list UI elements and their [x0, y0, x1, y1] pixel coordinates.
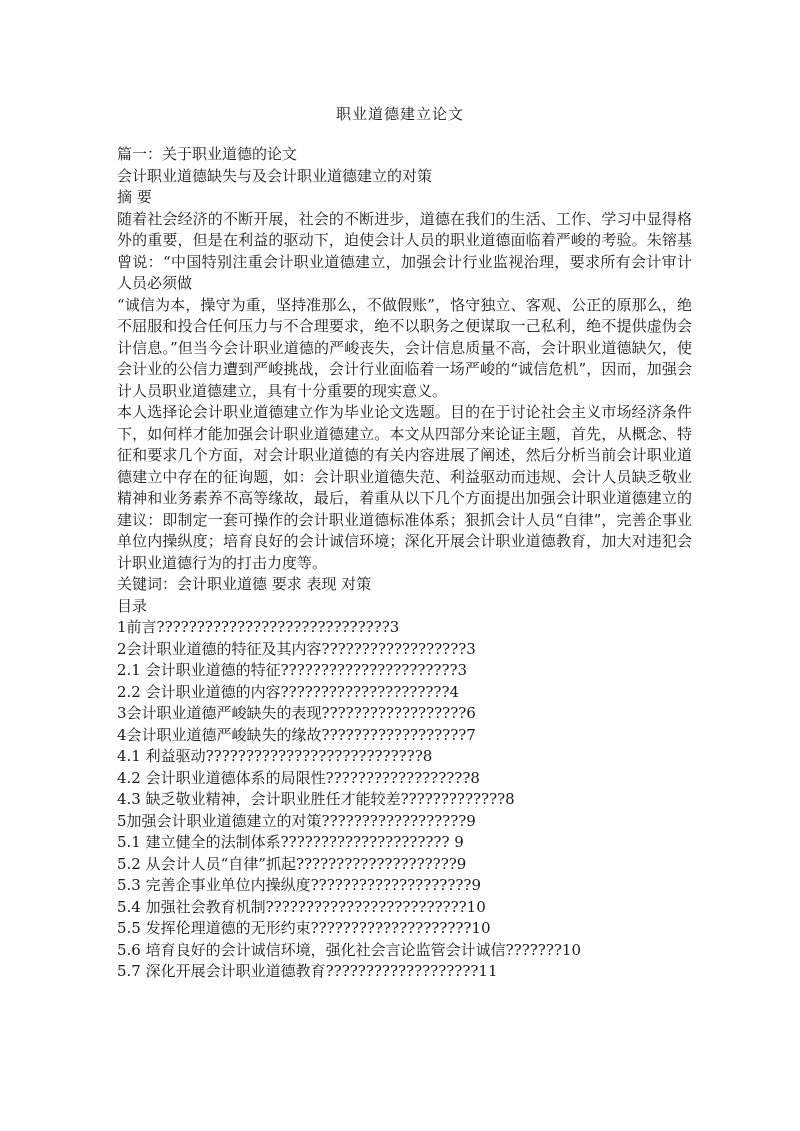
toc-entry: 4.3 缺乏敬业精神，会计职业胜任才能较差?????????????8	[117, 790, 515, 808]
toc-entry: 2.2 会计职业道德的内容?????????????????????4	[117, 682, 460, 701]
abstract-paragraph-2: “诚信为本，操守为重，坚持准那么，不做假账”，恪守独立、客观、公正的原那么，绝不屈服和投合任何压力与不合理要求，绝不以职务之便谋取一己私利，绝不提供虚伪会计信息。”但当今会计职业道德的严峻丧失，会计信息质量不高，会计职业道德缺欠，使会计业的公信力遭到严峻挑战，会计行业面临着一场严峻的“诚信危机”，因而，加强会计人员职业道德建立，具有十分重要的现实意义。	[117, 295, 692, 400]
toc-entry: 1前言?????????????????????????????3	[117, 618, 400, 636]
toc-entry: 5.5 发挥伦理道德的无形约束????????????????????10	[117, 919, 491, 937]
article-subtitle: 会计职业道德缺失与及会计职业道德建立的对策	[117, 166, 433, 185]
document-title: 职业道德建立论文	[335, 105, 464, 123]
toc-entry: 5.3 完善企事业单位内操纵度????????????????????9	[117, 876, 482, 894]
article-heading: 篇一：关于职业道德的论文	[117, 145, 298, 163]
toc-entry: 5.4 加强社会教育机制?????????????????????????10	[117, 897, 486, 916]
document-body	[117, 144, 692, 983]
toc-entry: 4.2 会计职业道德体系的局限性??????????????????8	[117, 768, 480, 787]
keywords-line: 关键词：会计职业道德 要求 表现 对策	[117, 575, 372, 593]
abstract-paragraph-1: 随着社会经济的不断开展，社会的不断进步，道德在我们的生活、工作、学习中显得格外的重要，但是在利益的驱动下，迫使会计人员的职业道德面临着严峻的考验。朱镕基曾说：“中国特别注重会计职业道德建立，加强会计行业监视治理，要求所有会计审计人员必须做	[117, 209, 692, 292]
toc-entry: 5.6 培育良好的会计诚信环境，强化社会言论监管会计诚信???????10	[117, 940, 582, 959]
toc-heading: 目录	[117, 596, 148, 615]
abstract-paragraph-3: 本人选择论会计职业道德建立作为毕业论文选题。目的在于讨论社会主义市场经济条件下，如何样才能加强会计职业道德建立。本文从四部分来论证主题，首先，从概念、特征和要求几个方面，对会计职业道德的有关内容进展了阐述，然后分析当前会计职业道德建立中存在的征询题，如：会计职业道德失范、利益驱动而违规、会计人员缺乏敬业精神和业务素养不高等缘故，最后，着重从以下几个方面提出加强会计职业道德建立的建议：即制定一套可操作的会计职业道德标准体系；狠抓会计人员“自律”，完善企事业单位内操纵度；培育良好的会计诚信环境；深化开展会计职业道德教育，加大对违犯会计职业道德行为的打击力度等。	[117, 403, 692, 572]
toc-entry: 5.2 从会计人员“自律”抓起????????????????????9	[117, 854, 467, 873]
toc-entry: 4会计职业道德严峻缺失的缘故??????????????????7	[117, 725, 476, 744]
toc-entry: 3会计职业道德严峻缺失的表现??????????????????6	[117, 704, 476, 722]
toc-entry: 5加强会计职业道德建立的对策??????????????????9	[117, 811, 476, 830]
toc-entry: 5.7 深化开展会计职业道德教育???????????????????11	[117, 962, 498, 980]
toc-entry: 2会计职业道德的特征及其内容??????????????????3	[117, 639, 476, 658]
toc-entry: 4.1 利益驱动???????????????????????????8	[117, 747, 433, 765]
toc-entry: 2.1 会计职业道德的特征??????????????????????3	[117, 661, 468, 679]
toc-entry: 5.1 建立健全的法制体系????????????????????? 9	[117, 833, 464, 851]
abstract-heading: 摘 要	[117, 188, 152, 206]
table-of-contents	[117, 617, 692, 983]
